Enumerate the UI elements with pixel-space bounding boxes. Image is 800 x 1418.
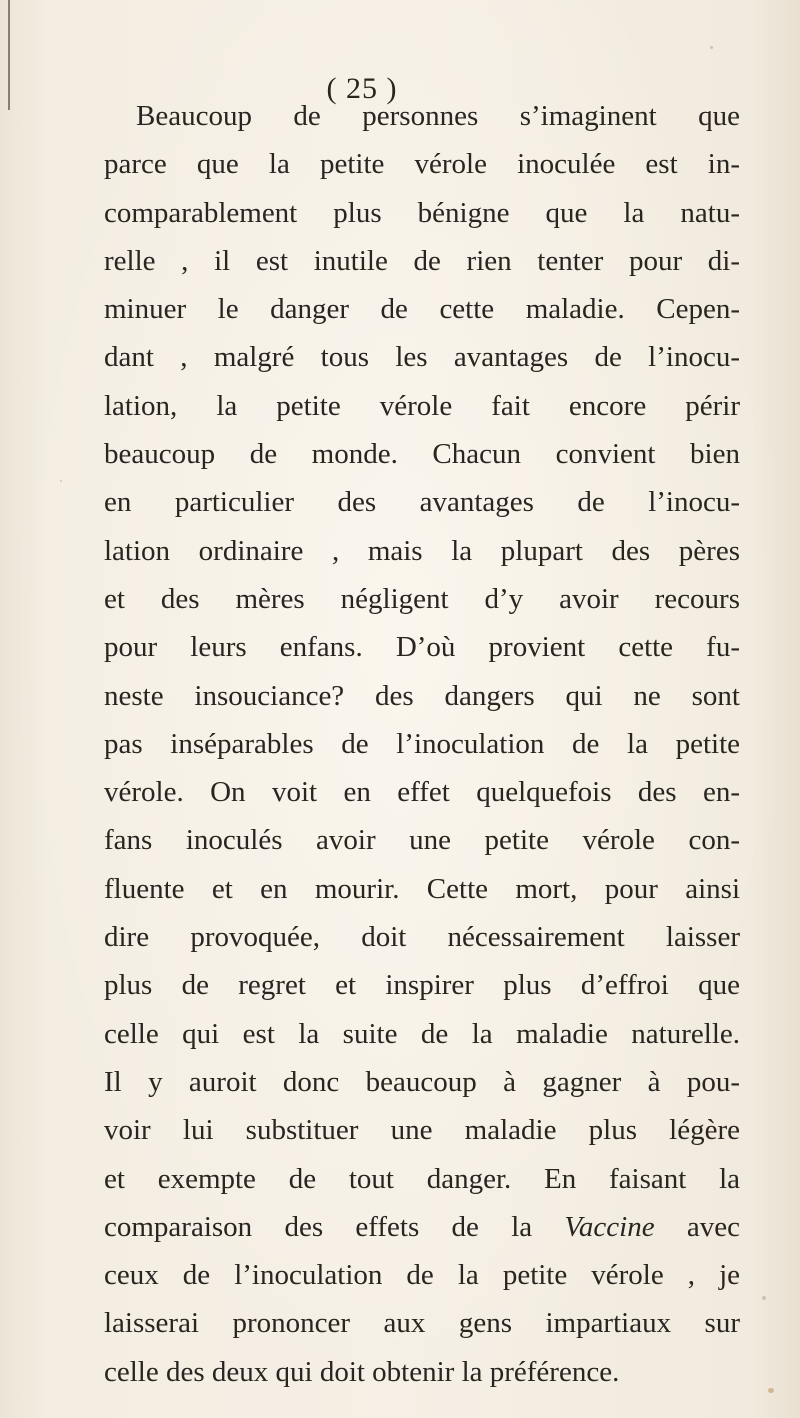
text-line: pas inséparables de l’inoculation de la petite	[104, 727, 740, 760]
text-line: vérole. On voit en effet quelquefois des en-	[104, 776, 740, 809]
text-line: laisserai prononcer aux gens impartiaux sur	[104, 1307, 740, 1340]
paper-speck	[710, 46, 713, 49]
paper-speck	[60, 480, 62, 482]
body-text	[104, 92, 740, 1396]
text-line-with-italic	[104, 1203, 740, 1251]
text-line: celle des deux qui doit obtenir la préférence.	[104, 1355, 620, 1388]
text-line: comparablement plus bénigne que la natu-	[104, 196, 740, 229]
text-line: lation, la petite vérole fait encore périr	[104, 389, 740, 422]
text-line: relle , il est inutile de rien tenter pour di-	[104, 244, 740, 277]
text-segment: avec	[654, 1210, 740, 1243]
text-line: Beaucoup de personnes s’imaginent que	[136, 100, 740, 132]
text-line: parce que la petite vérole inoculée est in-	[104, 148, 740, 181]
paper-speck	[762, 1296, 766, 1300]
text-line: minuer le danger de cette maladie. Cepen-	[104, 293, 740, 326]
text-line: et des mères négligent d’y avoir recours	[104, 582, 740, 615]
italic-term: Vaccine	[564, 1210, 655, 1243]
text-line: et exempte de tout danger. En faisant la	[104, 1162, 740, 1195]
text-line: en particulier des avantages de l’inocu-	[104, 486, 740, 519]
text-line: dant , malgré tous les avantages de l’inocu-	[104, 341, 740, 374]
text-line: celle qui est la suite de la maladie naturelle.	[104, 1017, 740, 1050]
text-line: fluente et en mourir. Cette mort, pour ainsi	[104, 872, 740, 905]
text-line: dire provoquée, doit nécessairement laisser	[104, 921, 740, 954]
text-line: Il y auroit donc beaucoup à gagner à pou-	[104, 1065, 740, 1098]
text-line: beaucoup de monde. Chacun convient bien	[104, 438, 740, 471]
text-line: fans inoculés avoir une petite vérole con-	[104, 824, 740, 857]
text-line: lation ordinaire , mais la plupart des pères	[104, 534, 740, 567]
text-segment: comparaison des effets de la	[104, 1210, 565, 1243]
text-line: neste insouciance? des dangers qui ne sont	[104, 679, 740, 712]
text-line: ceux de l’inoculation de la petite vérole , je	[104, 1259, 740, 1292]
text-line: voir lui substituer une maladie plus légère	[104, 1114, 740, 1147]
page-number: ( 25 )	[326, 72, 398, 105]
text-line: plus de regret et inspirer plus d’effroi que	[104, 969, 740, 1002]
text-line: pour leurs enfans. D’où provient cette fu-	[104, 631, 740, 664]
paper-speck	[768, 1388, 774, 1393]
